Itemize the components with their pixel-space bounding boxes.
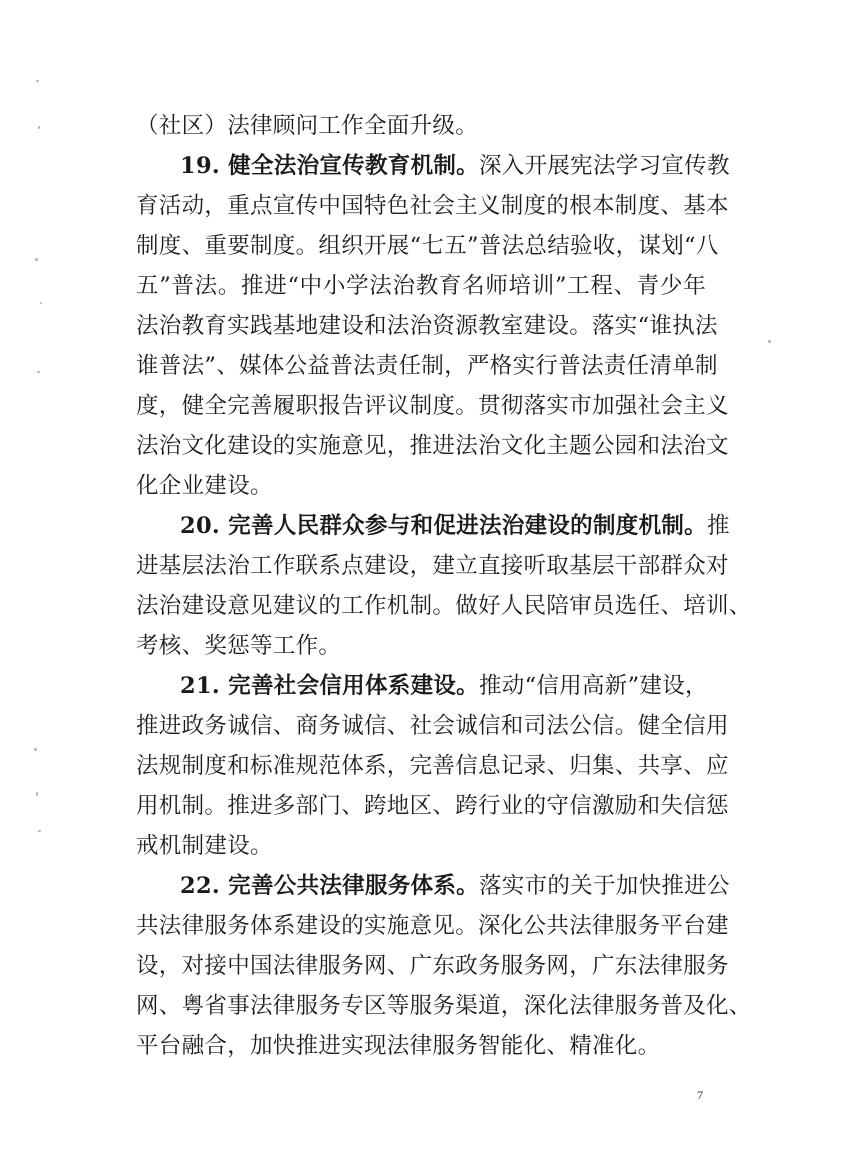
section-20-first-line xyxy=(180,506,730,546)
scan-speck xyxy=(36,792,38,796)
section-20-text: 推 xyxy=(706,513,730,539)
scan-speck xyxy=(36,80,39,82)
section-19-first-line xyxy=(180,146,730,186)
scan-speck xyxy=(37,371,40,373)
section-21-heading: 21. 完善社会信用体系建设。 xyxy=(180,673,479,699)
scan-speck xyxy=(34,748,37,751)
section-22-line: 设，对接中国法律服务网、广东政务服务网，广东法律服务 xyxy=(136,953,729,979)
section-21-line: 推进政务诚信、商务诚信、社会诚信和司法公信。健全信用 xyxy=(136,713,729,739)
section-19-line: 育活动，重点宣传中国特色社会主义制度的根本制度、基本 xyxy=(136,193,729,219)
section-19-line: 制度、重要制度。组织开展“七五”普法总结验收，谋划“八 xyxy=(136,233,719,259)
section-22-line: 网、粤省事法律服务专区等服务渠道，深化法律服务普及化、 xyxy=(136,993,752,1019)
section-20-line: 法治建设意见建议的工作机制。做好人民陪审员选任、培训、 xyxy=(136,593,752,619)
section-19-heading: 19. 健全法治宣传教育机制。 xyxy=(180,153,479,179)
section-21-line: 用机制。推进多部门、跨地区、跨行业的守信激励和失信惩 xyxy=(136,793,729,819)
section-21-last-line: 戒机制建设。 xyxy=(136,833,273,859)
section-20-heading: 20. 完善人民群众参与和促进法治建设的制度机制。 xyxy=(180,513,707,539)
section-19-line: 法治文化建设的实施意见，推进法治文化主题公园和法治文 xyxy=(136,433,729,459)
section-19-line: 法治教育实践基地建设和法治资源教室建设。落实“谁执法 xyxy=(136,313,718,339)
scan-speck xyxy=(40,302,42,304)
section-21-first-line xyxy=(180,666,706,706)
section-19-line: 度，健全完善履职报告评议制度。贯彻落实市加强社会主义 xyxy=(136,393,729,419)
section-22-heading: 22. 完善公共法律服务体系。 xyxy=(180,873,479,899)
section-21-line: 法规制度和标准规范体系，完善信息记录、归集、共享、应 xyxy=(136,753,729,779)
section-19-last-line: 化企业建设。 xyxy=(136,473,273,499)
scan-speck xyxy=(38,126,40,129)
intro-line: （社区）法律顾问工作全面升级。 xyxy=(136,113,479,139)
section-20-last-line: 考核、奖惩等工作。 xyxy=(136,633,342,659)
scan-speck xyxy=(35,258,38,261)
section-22-last-line: 平台融合，加快推进实现法律服务智能化、精准化。 xyxy=(136,1033,661,1059)
section-19-line: 谁普法”、媒体公益普法责任制，严格实行普法责任清单制 xyxy=(136,353,718,379)
section-19-text: 深入开展宪法学习宣传教 xyxy=(478,153,730,179)
section-20-line: 进基层法治工作联系点建设，建立直接听取基层干部群众对 xyxy=(136,553,729,579)
section-22-first-line xyxy=(180,866,730,906)
section-22-line: 共法律服务体系建设的实施意见。深化公共法律服务平台建 xyxy=(136,913,729,939)
page-number: 7 xyxy=(697,1088,703,1102)
scan-speck xyxy=(768,340,771,343)
section-19-line: 五”普法。推进“中小学法治教育名师培训”工程、青少年 xyxy=(136,273,706,299)
section-21-text: 推动“信用高新”建设， xyxy=(478,673,708,699)
section-22-text: 落实市的关于加快推进公 xyxy=(478,873,730,899)
scan-speck xyxy=(38,830,41,832)
